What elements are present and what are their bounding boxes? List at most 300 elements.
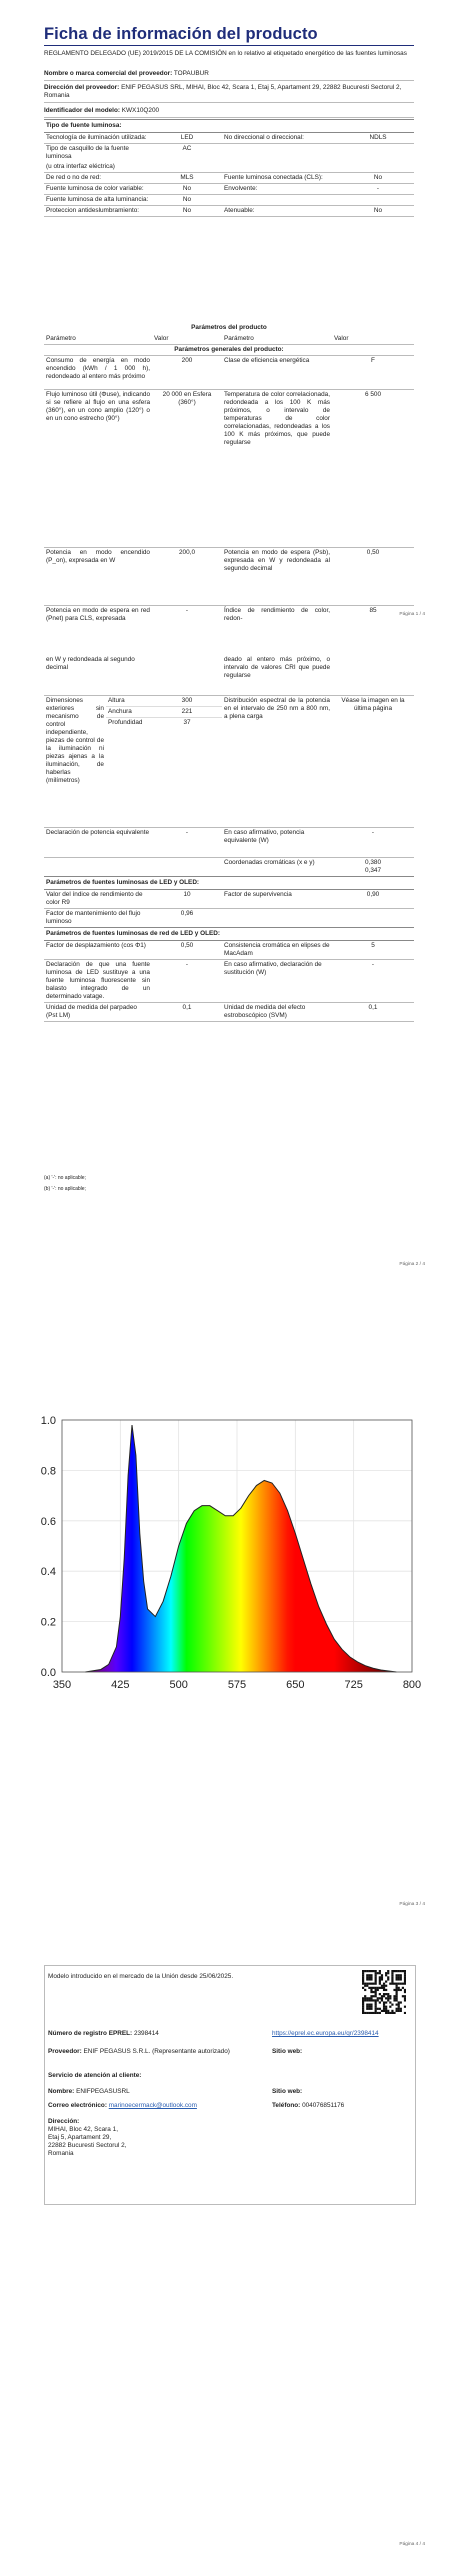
param-row [44,857,414,876]
qr-module [396,1989,398,1991]
x-tick-label: 425 [111,1679,130,1691]
energy-class-value: F [371,357,375,364]
qr-module [400,1970,402,1972]
qr-module [391,1980,393,1982]
qr-module [398,1983,400,1985]
qr-module [372,1983,374,1985]
qr-module [381,1978,383,1980]
envelope-label: Envolvente: [224,185,258,192]
qr-module [387,1999,389,2001]
qr-module [372,1999,374,2001]
model-label: Identificador del modelo: [44,107,120,114]
qr-module [383,1987,385,1989]
networked-standby-value: - [185,607,189,614]
on-mode-power-label: Potencia en modo encendido (P_on), expresada en W [46,549,150,564]
cri-label-cont: deado al entero más próximo, o intervalo de valores CRI que puede regularse [224,656,330,679]
qr-module [396,1999,398,2001]
qr-module [364,1989,366,1991]
qr-module [402,1970,404,1972]
page-3 [0,1280,453,1920]
qr-module [404,1980,406,1982]
envelope-value: - [376,185,380,192]
page-2 [0,640,453,1280]
qr-module [377,2012,379,2014]
page-number: Página 3 / 4 [399,1902,425,1907]
address-line: Romania [48,2150,74,2157]
qr-module [396,1974,398,1976]
high-luminance-label: Fuente luminosa de alta luminancia: [46,196,149,203]
flicker-value: 0,1 [182,1003,192,1011]
qr-module [368,2008,370,2010]
qr-module [385,2008,387,2010]
qr-module [393,1983,395,1985]
qr-module [375,1974,377,1976]
y-tick-label: 0.6 [40,1515,56,1528]
replacement-claim-label: Declaración de que una fuente luminosa de LED sustituye a una fuente luminosa fluorescente sin balasto integrado de un determinado vatage. [46,960,150,1000]
qr-module [379,1987,381,1989]
col-param: Parámetro [46,335,76,342]
qr-module [391,2004,393,2006]
width-value: 221 [152,706,222,717]
directional-label: No direccional o direccional: [224,134,304,141]
x-tick-label: 350 [52,1679,72,1691]
qr-module [393,1970,395,1972]
dimmable-value: No [373,207,383,214]
qr-module [362,1983,364,1985]
qr-module [393,1995,395,1997]
lumen-maintenance-label: Factor de mantenimiento del flujo luminoso [46,909,141,925]
qr-module [387,1995,389,1997]
qr-module [381,1985,383,1987]
qr-module [375,1978,377,1980]
qr-module [381,1999,383,2001]
on-mode-power-value: 200,0 [179,549,195,556]
qr-module [362,1978,364,1980]
col-value: Valor [154,335,169,342]
provider-website-label: Sitio web: [272,2048,303,2055]
qr-module [368,2006,370,2008]
qr-module [396,1970,398,1972]
qr-module [368,1999,370,2001]
qr-module [366,2012,368,2014]
y-tick-label: 0.4 [40,1566,56,1579]
qr-module [391,1970,393,1972]
regulation-text: REGLAMENTO DELEGADO (UE) 2019/2015 DE LA COMISIÓN en lo relativo al etiquetado energético de las fuentes luminosas [44,50,407,57]
qr-module [377,1989,379,1991]
supplier-label: Dirección del proveedor: [44,84,120,91]
param-row [44,959,414,1002]
address-line: MIHAI, Bloc 42, Scara 1, [48,2126,118,2133]
supplier-value: ENIF PEGASUS SRL, MIHAI, Bloc 42, Scara 1, Etaj 5, Apartament 29, 22882 Bucuresti Sectorul 2, Romania [44,84,402,99]
qr-module [385,2010,387,2012]
qr-module [391,1978,393,1980]
qr-module [387,1978,389,1980]
title-underline [44,45,414,46]
qr-module [385,1974,387,1976]
qr-module [379,2001,381,2003]
email-label: Correo electrónico: [48,2102,107,2109]
phone-value: 004076851176 [302,2102,345,2109]
technology-value: LED [180,134,194,141]
networked-standby-label: Potencia en modo de espera en red (Pnet) para CLS, expresada [46,607,150,622]
energy-consumption-label: Consumo de energía en modo encendido (kWh / 1 000 h), redondeado al entero más próximo [46,357,150,380]
qr-module [379,1980,381,1982]
type-row [44,206,414,217]
x-tick-label: 500 [169,1679,188,1691]
qr-module [387,2010,389,2012]
networked-standby-label-cont: en W y redondeada al segundo decimal [46,656,135,671]
qr-module [366,1976,368,1978]
email-link[interactable]: marinoecermack@outlook.com [108,2102,197,2109]
qr-module [404,1983,406,1985]
qr-module [404,1995,406,1997]
qr-module [385,1989,387,1991]
dimensions-label: Dimensiones exteriores sin mecanismo de control independiente, piezas de control de la iluminación ni piezas ajenas a la iluminación, de haberlas (milímetros) [44,695,106,827]
qr-module [381,1987,383,1989]
colour-tunable-label: Fuente luminosa de color variable: [46,185,144,192]
qr-module [396,1997,398,1999]
lumen-maintenance-value: 0,96 [180,909,194,917]
qr-module [372,1970,374,1972]
supplier-row [44,82,414,103]
param-row [44,356,414,390]
qr-module [396,1993,398,1995]
qr-module [379,1997,381,1999]
survival-factor-value: 0,90 [366,890,380,898]
directional-value: NDLS [369,134,387,141]
qr-module [366,2008,368,2010]
qr-module [389,2006,391,2008]
qr-module [370,1983,372,1985]
height-label: Altura [106,695,152,706]
qr-module [375,1993,377,1995]
qr-module [400,1978,402,1980]
qr-module [396,2010,398,2012]
qr-module [362,2008,364,2010]
provider-value: ENIF PEGASUS S.R.L. (Representante autorizado) [83,2048,230,2055]
type-row [44,162,414,173]
spd-label: Distribución espectral de la potencia en el intervalo de 250 nm a 800 nm, a plena carga [222,695,332,827]
qr-module [375,1995,377,1997]
qr-module [402,1983,404,1985]
survival-factor-label: Factor de supervivencia [224,890,292,898]
provider-label: Proveedor: [48,2048,82,2055]
chromaticity-y: 0,347 [365,866,381,874]
width-label: Anchura [106,706,152,717]
qr-module [362,2012,364,2014]
qr-module [400,1989,402,1991]
qr-module [368,1978,370,1980]
qr-module [370,1999,372,2001]
x-tick-label: 575 [227,1679,247,1691]
equivalent-power-label: Declaración de potencia equivalente [46,828,150,836]
standby-power-value: 0,50 [366,549,380,556]
spectrum-area [85,1425,396,1672]
eprel-link[interactable]: https://eprel.ec.europa.eu/qr/2398414 [272,2030,379,2037]
qr-module [389,1995,391,1997]
qr-module [364,1983,366,1985]
qr-module [364,1999,366,2001]
qr-module [377,2008,379,2010]
qr-module [377,1972,379,1974]
qr-module [362,2010,364,2012]
qr-module [375,1987,377,1989]
name-label: Nombre: [48,2088,75,2095]
qr-module [366,2004,368,2006]
qr-module [362,2006,364,2008]
qr-module [393,1997,395,1999]
qr-module [362,1970,364,1972]
qr-module [400,1974,402,1976]
cct-value: 6 500 [365,391,381,398]
qr-module [385,2012,387,2014]
cri-label: Índice de rendimiento de color, redon- [224,607,330,622]
qr-module [391,1983,393,1985]
qr-module [385,1997,387,1999]
qr-module [385,1980,387,1982]
qr-module [404,1997,406,1999]
qr-module [375,2001,377,2003]
replacement-claim-value: - [185,960,189,968]
qr-module [385,1985,387,1987]
qr-module [364,1970,366,1972]
qr-module [379,2008,381,2010]
cls-value: No [373,174,383,181]
qr-module [383,2010,385,2012]
qr-module [370,1997,372,1999]
anti-glare-label: Proteccion antideslumbramiento: [46,207,140,214]
qr-module [383,2008,385,2010]
param-row [44,940,414,959]
qr-module [375,1970,377,1972]
type-header: Tipo de fuente luminosa: [44,119,414,133]
qr-module [398,1989,400,1991]
y-tick-label: 1.0 [40,1415,56,1427]
qr-module [375,2010,377,2012]
led-params-header: Parámetros de fuentes luminosas de LED y OLED: [44,876,414,889]
qr-module [368,1974,370,1976]
qr-module [381,1976,383,1978]
stroboscopic-label: Unidad de medida del efecto estroboscópico (SVM) [224,1003,306,1019]
page-1 [0,0,453,620]
colour-consistency-label: Consistencia cromática en elipses de MacAdam [224,941,330,957]
dimmable-label: Atenuable: [224,207,255,214]
qr-module [381,2010,383,2012]
qr-module [372,1987,374,1989]
qr-module [366,2006,368,2008]
colour-tunable-value: No [182,185,192,192]
params-header-row [44,334,414,345]
qr-module [404,2006,406,2008]
qr-module [362,1974,364,1976]
r9-label: Valor del índice de rendimiento de color R9 [46,890,143,906]
qr-module [370,1978,372,1980]
qr-module [362,1980,364,1982]
height-value: 300 [152,695,222,706]
qr-module [400,1976,402,1978]
footnote-b: (b) '-': no aplicable; [44,1186,86,1192]
qr-module [379,1976,381,1978]
qr-module [377,1999,379,2001]
qr-module [375,1991,377,1993]
phone-label: Teléfono: [272,2102,301,2109]
qr-module [404,1978,406,1980]
qr-module [366,1997,368,1999]
qr-module [368,1976,370,1978]
qr-module [372,1995,374,1997]
y-tick-label: 0.2 [40,1616,56,1629]
qr-module [375,1976,377,1978]
customer-service-header: Servicio de atención al cliente: [48,2072,142,2079]
mains-label: De red o no de red: [46,174,102,181]
qr-module [362,1972,364,1974]
qr-module [370,1970,372,1972]
service-website-label: Sitio web: [272,2088,303,2095]
technology-label: Tecnología de iluminación utilizada: [46,134,147,141]
qr-module [387,1972,389,1974]
page-number: Página 2 / 4 [399,1262,425,1267]
page-4 [0,1920,453,2560]
qr-module [370,1987,372,1989]
cap-type-note: (u otra interfaz eléctrica) [46,163,115,170]
luminous-flux-label: Flujo luminoso útil (Φuse), indicando si se refiere al flujo en una esfera (360°), en un cono amplio (120°) o en un cono estrecho (90°) [46,391,150,422]
qr-module [383,1989,385,1991]
qr-module [391,2012,393,2014]
page-number: Página 4 / 4 [399,2542,425,2547]
cls-label: Fuente luminosa conectada (CLS): [224,174,323,181]
type-row [44,144,414,163]
chromaticity-label: Coordenadas cromáticas (x e y) [224,858,315,866]
qr-module [389,2012,391,2014]
qr-module [387,1976,389,1978]
qr-module [364,1995,366,1997]
displacement-factor-value: 0,50 [180,941,194,949]
qr-module [396,2008,398,2010]
displacement-factor-label: Factor de desplazamiento (cos Φ1) [46,941,146,949]
qr-module [375,2008,377,2010]
qr-module [402,1995,404,1997]
qr-module [387,2012,389,2014]
qr-module [398,2006,400,2008]
qr-module [402,1987,404,1989]
qr-module [375,1999,377,2001]
param-row [44,827,414,857]
param-row [44,889,414,908]
qr-module [368,1983,370,1985]
qr-module [398,1970,400,1972]
qr-module [362,2004,364,2006]
eprel-value: 2398414 [133,2030,159,2037]
energy-class-label: Clase de eficiencia energética [224,357,310,364]
params-table [44,334,414,624]
market-intro-text: Modelo introducido en el mercado de la Unión desde 25/06/2025. [48,1973,234,1980]
qr-module [396,2004,398,2006]
qr-module [396,1978,398,1980]
standby-power-label: Potencia en modo de espera (Psb), expresada en W y redondeada al segundo decimal [224,549,330,572]
qr-module [379,2012,381,2014]
chart-area [85,1425,396,1672]
depth-label: Profundidad [106,717,152,827]
general-params-header: Parámetros generales del producto: [174,346,284,353]
qr-module [370,1995,372,1997]
qr-module [383,2004,385,2006]
colour-consistency-value: 5 [371,941,375,949]
qr-module [375,1980,377,1982]
qr-module [389,2001,391,2003]
equivalent-power-w-value: - [371,828,375,836]
qr-module [375,1972,377,1974]
qr-module [400,2001,402,2003]
qr-module [362,1987,364,1989]
qr-module [370,2012,372,2014]
qr-module [381,1974,383,1976]
eprel-label: Número de registro EPREL: [48,2030,133,2037]
page-title: Ficha de información del producto [44,25,318,43]
qr-module [379,1970,381,1972]
provider-row [48,2048,270,2056]
qr-module [366,1970,368,1972]
qr-module [366,1985,368,1987]
qr-module [370,2004,372,2006]
footnote-a: (a) '-': no aplicable; [44,1175,86,1181]
qr-module [389,1997,391,1999]
phone-row [272,2102,344,2110]
qr-module [366,1978,368,1980]
qr-module [375,2012,377,2014]
param-row [44,606,414,625]
qr-module [383,1995,385,1997]
qr-module [377,1987,379,1989]
qr-module [368,2012,370,2014]
qr-module [368,1970,370,1972]
page-number: Página 1 / 4 [399,612,425,617]
col-param-2: Parámetro [224,335,254,342]
qr-module [400,2008,402,2010]
qr-module [396,1976,398,1978]
address-label: Dirección: [48,2118,80,2125]
qr-module [387,1993,389,1995]
qr-module [379,1972,381,1974]
qr-module [379,1993,381,1995]
qr-module [368,1997,370,1999]
qr-module [372,1991,374,1993]
y-tick-label: 0.8 [40,1465,56,1478]
qr-module [404,1972,406,1974]
param-row [44,390,414,548]
qr-module [362,1976,364,1978]
replacement-w-value: - [371,960,375,968]
type-table [44,133,414,217]
qr-module [366,1974,368,1976]
qr-module [364,1997,366,1999]
qr-module [370,1991,372,1993]
qr-module [404,1970,406,1972]
energy-consumption-value: 200 [181,357,193,364]
product-params-header: Parámetros del producto [191,324,267,331]
qr-module [383,1985,385,1987]
qr-module [379,1978,381,1980]
type-row [44,195,414,206]
qr-module [383,1983,385,1985]
qr-module [375,1983,377,1985]
qr-module [383,2006,385,2008]
name-value: ENIFPEGASUSRL [76,2088,130,2095]
qr-module [398,1974,400,1976]
r9-value: 10 [183,890,191,898]
qr-module [400,1983,402,1985]
flicker-label: Unidad de medida del parpadeo (Pst LM) [46,1003,137,1019]
mains-value: MLS [180,174,194,181]
